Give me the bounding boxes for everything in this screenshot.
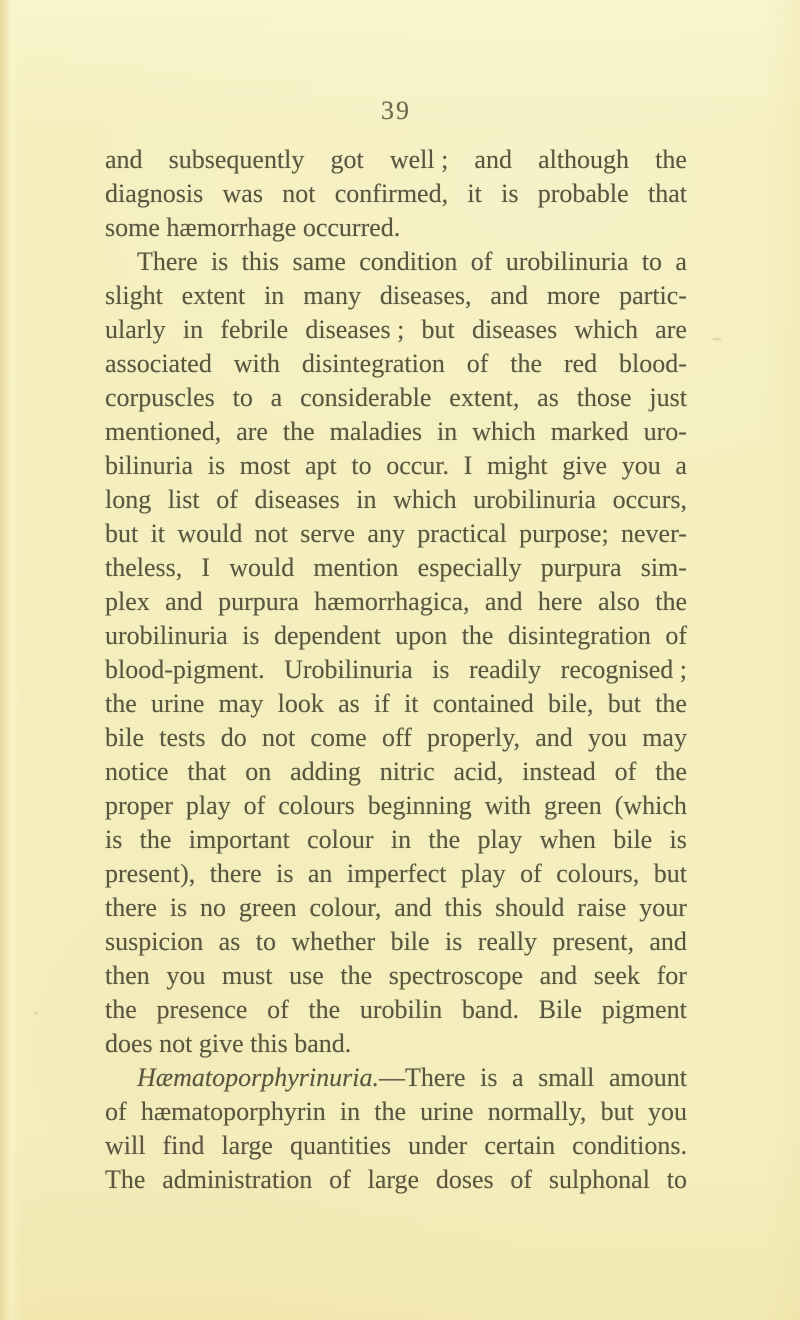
text-line: the urine may look as if it contained bile, but the: [105, 689, 687, 718]
text-line: but it would not serve any practical purpose; never-: [105, 519, 687, 548]
text-line: of hæmatoporphyrin in the urine normally, but you: [105, 1097, 687, 1126]
text-line: will find large quantities under certain conditions.: [105, 1131, 687, 1160]
text-line: corpuscles to a considerable extent, as those just: [105, 383, 687, 412]
text-line: notice that on adding nitric acid, instead of the: [105, 757, 687, 786]
italic-term: Hæmatoporphyrinuria.: [137, 1063, 379, 1092]
text-line: present), there is an imperfect play of colours, but: [105, 859, 687, 888]
text-line: proper play of colours beginning with green (which: [105, 791, 687, 820]
text-line: bilinuria is most apt to occur. I might give you a: [105, 451, 687, 480]
text-line: associated with disintegration of the red blood-: [105, 349, 687, 378]
paragraph: [105, 143, 687, 245]
text-line: urobilinuria is dependent upon the disintegration of: [105, 621, 687, 650]
text-line: there is no green colour, and this should raise your: [105, 893, 687, 922]
text-line: blood-pigment. Urobilinuria is readily recognised ;: [105, 655, 687, 684]
text-block: [105, 143, 687, 1197]
text-line: bile tests do not come off properly, and you may: [105, 723, 687, 752]
page-number: 39: [381, 96, 411, 125]
text-line: suspicion as to whether bile is really present, and: [105, 927, 687, 956]
text-line: Hæmatoporphyrinuria.—There is a small amount: [137, 1063, 687, 1092]
text-line: and subsequently got well ; and although the: [105, 145, 687, 174]
text-line: theless, I would mention especially purpura sim-: [105, 553, 687, 582]
text-line: does not give this band.: [105, 1029, 352, 1058]
text-line: The administration of large doses of sulphonal to: [105, 1165, 687, 1194]
text-line: plex and purpura hæmorrhagica, and here also the: [105, 587, 687, 616]
text-line: some hæmorrhage occurred.: [105, 213, 401, 242]
text-line: long list of diseases in which urobilinuria occurs,: [105, 485, 687, 514]
paper-speck: [712, 338, 722, 340]
text-line: then you must use the spectroscope and seek for: [105, 961, 687, 990]
paragraph: [105, 1061, 687, 1197]
text-line: the presence of the urobilin band. Bile pigment: [105, 995, 687, 1024]
text-line: mentioned, are the maladies in which marked uro-: [105, 417, 687, 446]
paragraph: [105, 245, 687, 1061]
text-line: is the important colour in the play when bile is: [105, 825, 687, 854]
text-line: ularly in febrile diseases ; but diseases which are: [105, 315, 687, 344]
text-line: diagnosis was not confirmed, it is probable that: [105, 179, 687, 208]
paper-speck: [34, 1012, 38, 1014]
text-line: There is this same condition of urobilinuria to a: [137, 247, 687, 276]
text-line: slight extent in many diseases, and more partic-: [105, 281, 687, 310]
